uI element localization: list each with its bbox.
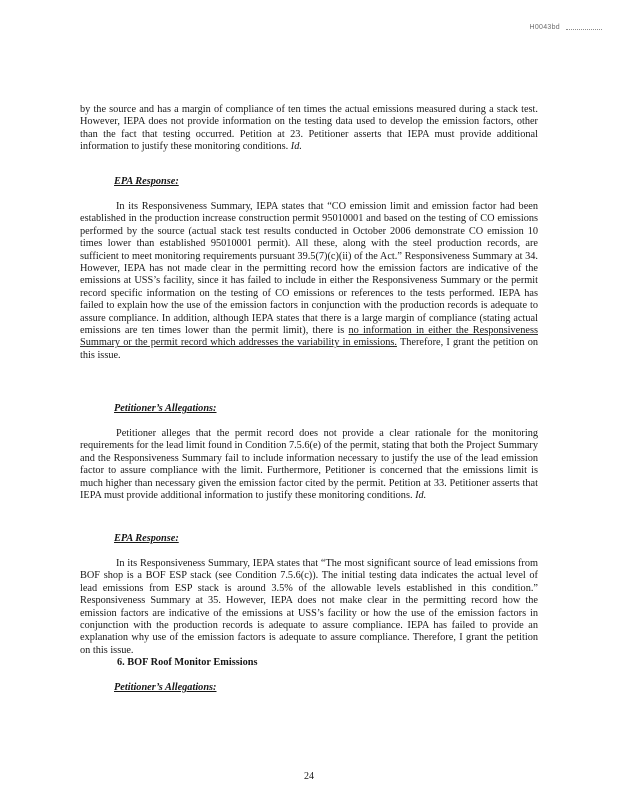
heading-epa-response-2	[80, 533, 538, 545]
paragraph-2-start: In its Responsiveness Summary, IEPA states that “CO emission limit and emission factor had been established in the production increase construction permit 95010001 and based on the testing of CO emissions performed by the source (actual stack test results conducted in October 2006 demonstrate CO emission 10 times lower than established 95010001 permit). All these, along with the steel production records, are sufficient to meet monitoring requirements pursuant 39.5(7)(c)(ii) of the Act.” Responsiveness Summary at 34. However, IEPA has not made clear in the permitting record how the emission factors are indicative of the emissions at USS’s facility, since it has failed to include in either the Responsiveness Summary or the permit record specific information on the testing of CO emissions or references to the tests performed. IEPA has failed to explain how the use of the emission factors in conjunction with the production records is adequate to assure compliance. In addition, although IEPA states that there is a large margin of compliance (stating actual emissions are ten times lower than the permit limit), there is	[80, 201, 538, 337]
paragraph-2-underlined: no information in either the Responsiveness Summary or the permit record which addresses the variability in emissions.	[80, 325, 538, 349]
paragraph-1-text: by the source and has a margin of compliance of ten times the actual emissions measured during a stack test. However, IEPA does not provide information on the testing data used to develop the emission factors, other than the fact that testing occurred. Petition at 23. Petitioner asserts that IEPA must provide additional information to justify these monitoring conditions.	[80, 104, 538, 153]
header-stamp-dots	[566, 25, 602, 30]
heading-petitioner-allegations-2-label: Petitioner’s Allegations:	[114, 682, 217, 693]
paragraph-4-text: In its Responsiveness Summary, IEPA states that “The most significant source of lead emissions from BOF shop is a BOF ESP stack (see Condition 7.5.6(c)). The initial testing data indicates the actual level of lead emissions from ESP stack is around 3.5% of the allowable levels established in this condition.” Responsiveness Summary at 35. However, IEPA does not make clear in the permitting record how the emission factors are indicative of the emissions at USS’s facility or how the use of the emission factors in conjunction with the production records is adequate to assure compliance. IEPA has failed to provide an explanation why use of the emission factors is adequate to assure compliance. Therefore, I grant the petition on this issue.	[80, 558, 538, 656]
heading-petitioner-allegations-1	[80, 403, 538, 415]
paragraph-3-text: Petitioner alleges that the permit record does not provide a clear rationale for the monitoring requirements for the lead limit found in Condition 7.5.6(e) of the permit, stating that both the Project Summary and the Responsiveness Summary fail to include information necessary to justify the use of the lead emission factor to assure compliance with the limit. Furthermore, Petitioner is concerned that the emissions limit is much higher than necessary given the emission factor cited by the permit. Petition at 33. Petitioner asserts that IEPA must provide additional information to justify these monitoring conditions.	[80, 428, 538, 502]
paragraph-2	[80, 201, 538, 362]
paragraph-continuation	[80, 104, 538, 154]
heading-petitioner-allegations-2	[80, 682, 538, 694]
heading-epa-response-1-label: EPA Response:	[114, 176, 179, 187]
page-number: 24	[304, 771, 314, 782]
section-heading-6-text: 6. BOF Roof Monitor Emissions	[117, 657, 258, 668]
heading-epa-response-1	[80, 176, 538, 188]
header-stamp	[529, 24, 602, 31]
paragraph-3	[80, 428, 538, 502]
paragraph-4	[80, 558, 538, 657]
paragraph-2-end: Therefore, I grant the petition on this issue.	[80, 337, 539, 361]
paragraph-3-citation: Id.	[415, 490, 427, 502]
heading-petitioner-allegations-1-label: Petitioner’s Allegations:	[114, 403, 217, 414]
heading-epa-response-2-text	[80, 533, 538, 545]
heading-epa-response-2-label: EPA Response:	[114, 533, 179, 544]
heading-petitioner-allegations-2-text	[80, 682, 538, 694]
paragraph-1	[80, 104, 538, 154]
heading-petitioner-allegations-1-text	[80, 403, 538, 415]
paragraph-2-block	[80, 201, 538, 362]
paragraph-1-citation: Id.	[290, 141, 302, 153]
paragraph-4-block	[80, 558, 538, 657]
heading-epa-response-1-text	[80, 176, 538, 188]
section-heading-6	[80, 657, 538, 669]
paragraph-3-block	[80, 428, 538, 502]
header-stamp-text: H0043bd	[529, 24, 560, 31]
